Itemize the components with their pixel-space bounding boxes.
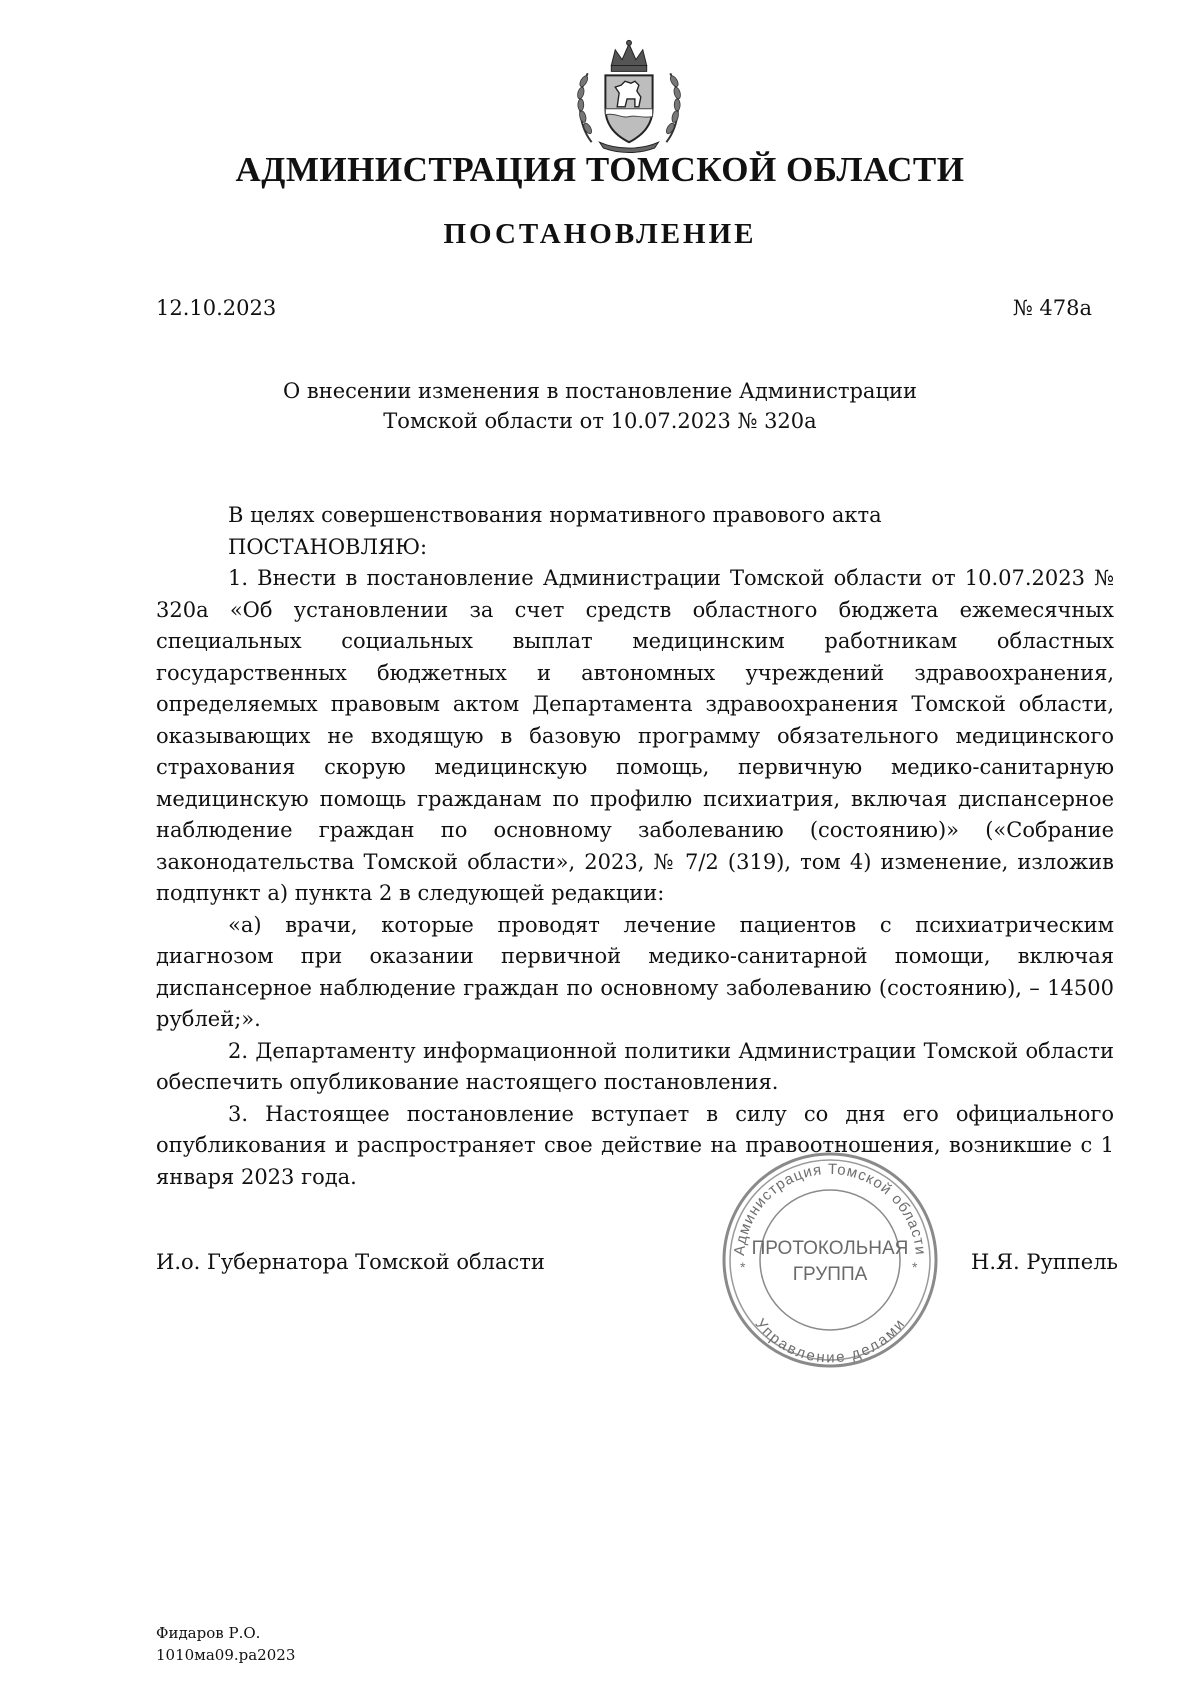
stamp-star-left-icon: * [740,1259,746,1275]
stamp-ring-bottom: Управление делами [751,1315,909,1367]
item-1-paragraph: 1. Внести в постановление Администрации Томской области от 10.07.2023 № 320а «Об установлении за счет средств областного бюджета ежемесячных специальных социальных выплат медицинским работникам областных государственных бюджетных и автономных учреждений здравоохранения, определяемых правовым актом Департамента здравоохранения Томской области, оказывающих не входящую в базовую программу обязательного медицинского страхования скорую медицинскую помощь, первичную медико-санитарную медицинскую помощь гражданам по профилю психиатрия, включая диспансерное наблюдение граждан по основному заболеванию (состоянию)» («Собрание законодательства Томской области», 2023, № 7/2 (319), том 4) изменение, изложив подпункт а) пункта 2 в следующей редакции: [156,566,1114,905]
stamp-center-line-2: ГРУППА [792,1264,868,1285]
signer-name: Н.Я. Руппель [971,1250,1118,1274]
document-number: № 478а [1012,296,1092,320]
protocol-group-stamp [718,1148,942,1372]
stamp-star-right-icon: * [912,1259,918,1275]
subject-line-1: О внесении изменения в постановление Администрации [283,379,917,403]
signer-title: И.о. Губернатора Томской области [156,1250,545,1274]
stamp-center-line-1: ПРОТОКОЛЬНАЯ [751,1238,909,1259]
resolve-heading: ПОСТАНОВЛЯЮ: [228,534,428,559]
preamble-paragraph: В целях совершенствования нормативного правового акта [228,503,882,527]
organization-title: АДМИНИСТРАЦИЯ ТОМСКОЙ ОБЛАСТИ [235,150,965,189]
executor-name: Фидаров Р.О. [156,1624,261,1642]
executor-block [156,1622,295,1666]
item-3-paragraph: 3. Настоящее постановление вступает в силу со дня его официального опубликования и распространяет свое действие на правоотношения, возникшие с 1 января 2023 года. [156,1101,1114,1189]
subject-line-2: Томской области от 10.07.2023 № 320а [383,409,817,433]
document-date: 12.10.2023 [156,296,277,320]
item-1-quote-paragraph: «а) врачи, которые проводят лечение пациентов с психиатрическим диагнозом при оказании первичной медико-санитарной помощи, включая диспансерное наблюдение граждан по основному заболеванию (состоянию), – 14500 рублей;». [156,912,1114,1031]
document-body [156,500,1114,1193]
executor-code: 1010ма09.ра2023 [156,1646,296,1664]
tomsk-coat-of-arms-icon [570,36,688,154]
document-type: ПОСТАНОВЛЕНИЕ [443,218,757,250]
stamp-ring-top: Администрация Томской области [730,1160,929,1257]
svg-text:Управление делами [751,1316,908,1367]
document-subject [0,376,1200,436]
item-2-paragraph: 2. Департаменту информационной политики Администрации Томской области обеспечить опубликование настоящего постановления. [156,1038,1114,1094]
